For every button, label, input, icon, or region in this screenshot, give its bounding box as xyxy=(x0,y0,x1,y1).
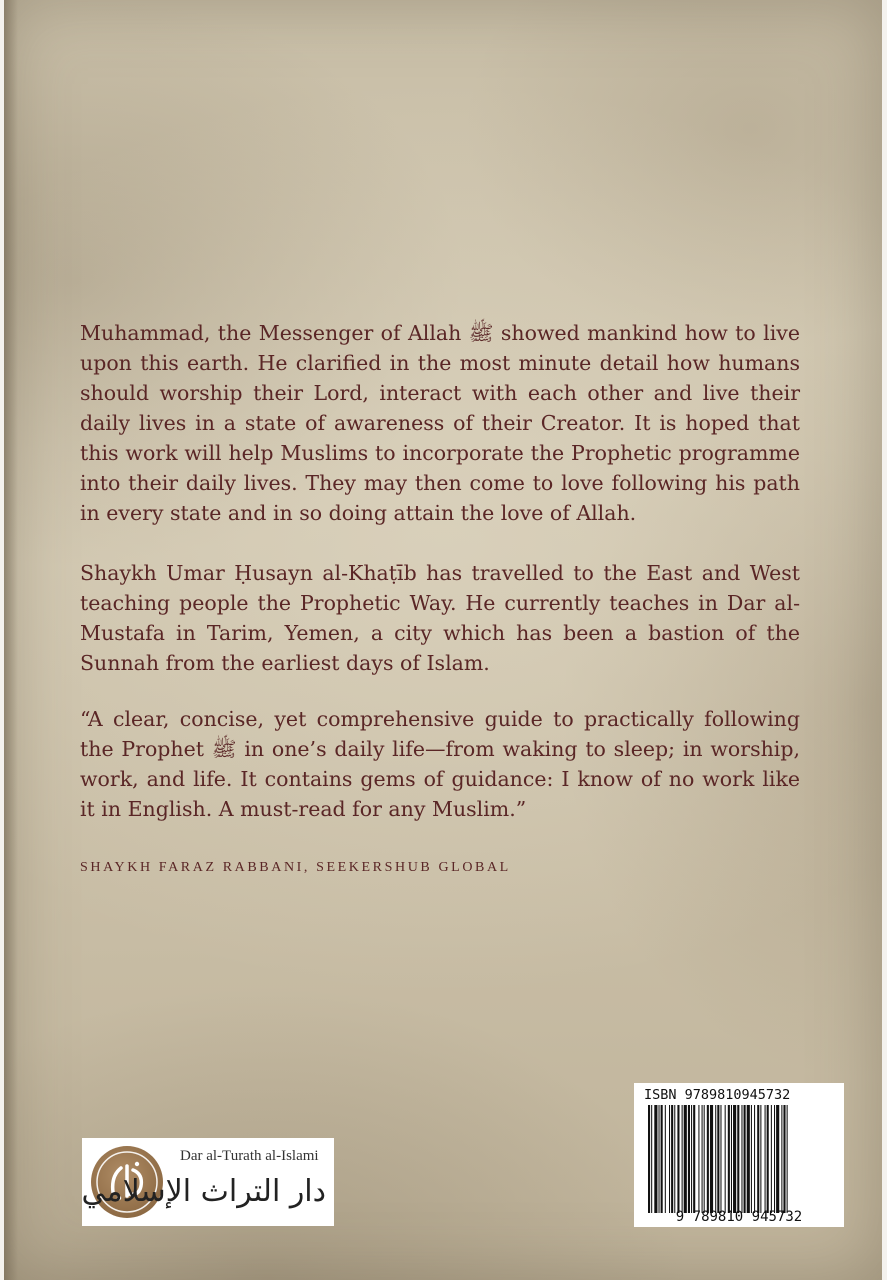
barcode-bar xyxy=(757,1105,759,1213)
barcode-bar xyxy=(737,1105,739,1213)
barcode-bar xyxy=(765,1105,766,1213)
endorsement-quote: “A clear, concise, yet comprehensive guide to practically following the Prophet ﷺ in one’s daily life—from waking to sleep; in worship, work, and life. It contains gems of guidance: I know of no work like it in English. A must-read for any Muslim.” xyxy=(80,707,800,821)
barcode-bar xyxy=(671,1105,673,1213)
barcode-bar xyxy=(783,1105,785,1213)
barcode-bar xyxy=(661,1105,663,1213)
barcode-bar xyxy=(659,1105,660,1213)
barcode-bars-icon xyxy=(648,1105,832,1213)
barcode-bar xyxy=(717,1105,719,1213)
spine-edge xyxy=(4,0,18,1280)
barcode-bar xyxy=(751,1105,752,1213)
publisher-name-arabic: دار التراث الإسلامي xyxy=(81,1174,326,1209)
barcode-bar xyxy=(744,1105,746,1213)
barcode-bar xyxy=(733,1105,736,1213)
barcode-bar xyxy=(684,1105,687,1213)
isbn-label: ISBN 9789810945732 xyxy=(644,1087,791,1103)
endorsement-attribution: SHAYKH FARAZ RABBANI, SEEKERSHUB GLOBAL xyxy=(80,860,511,875)
blurb-paragraph-1: Muhammad, the Messenger of Allah ﷺ showed mankind how to live upon this earth. He clarified in the most minute detail how humans should worship their Lord, interact with each other and live their daily lives in a state of awareness of their Creator. It is hoped that this work will help Muslims to incorporate the Prophetic programme into their daily lives. They may then come to love following his path in every state and in so doing attain the love of Allah. xyxy=(80,321,800,525)
barcode-bar xyxy=(710,1105,713,1213)
blurb-paragraph-2: Shaykh Umar Ḥusayn al-Khaṭīb has travelled to the East and West teaching people the Prophetic Way. He currently teaches in Dar al-Mustafa in Tarim, Yemen, a city which has been a bastion of the Sunnah from the earliest days of Islam. xyxy=(80,561,800,675)
barcode-bar xyxy=(651,1105,652,1213)
publisher-name-english: Dar al-Turath al-Islami xyxy=(180,1148,319,1164)
barcode-bar xyxy=(741,1105,742,1213)
barcode-bar xyxy=(691,1105,692,1213)
barcode-bar xyxy=(771,1105,772,1213)
barcode-bar xyxy=(715,1105,716,1213)
barcode-bar xyxy=(728,1105,730,1213)
book-back-cover xyxy=(4,0,882,1280)
barcode-bar xyxy=(776,1105,779,1213)
barcode-bar xyxy=(725,1105,726,1213)
barcode-bar xyxy=(787,1105,788,1213)
isbn-barcode xyxy=(634,1083,844,1227)
publisher-logo xyxy=(82,1138,334,1226)
barcode-bar xyxy=(720,1105,721,1213)
barcode-bar xyxy=(682,1105,683,1213)
barcode-bar xyxy=(669,1105,670,1213)
barcode-bar xyxy=(731,1105,732,1213)
barcode-bar xyxy=(754,1105,755,1213)
barcode-bar xyxy=(648,1105,650,1213)
barcode-bar xyxy=(665,1105,666,1213)
barcode-bar xyxy=(693,1105,695,1213)
barcode-bar xyxy=(781,1105,782,1213)
barcode-bar xyxy=(760,1105,761,1213)
barcode-bar xyxy=(747,1105,750,1213)
barcode-digits: 9 789810 945732 xyxy=(675,1209,803,1225)
barcode-bar xyxy=(704,1105,705,1213)
barcode-bar xyxy=(654,1105,657,1213)
barcode-bar xyxy=(698,1105,699,1213)
barcode-bar xyxy=(774,1105,775,1213)
barcode-bar xyxy=(767,1105,769,1213)
barcode-bar xyxy=(677,1105,679,1213)
barcode-bar xyxy=(707,1105,709,1213)
barcode-bar xyxy=(688,1105,690,1213)
barcode-bar xyxy=(702,1105,703,1213)
barcode-bar xyxy=(674,1105,675,1213)
